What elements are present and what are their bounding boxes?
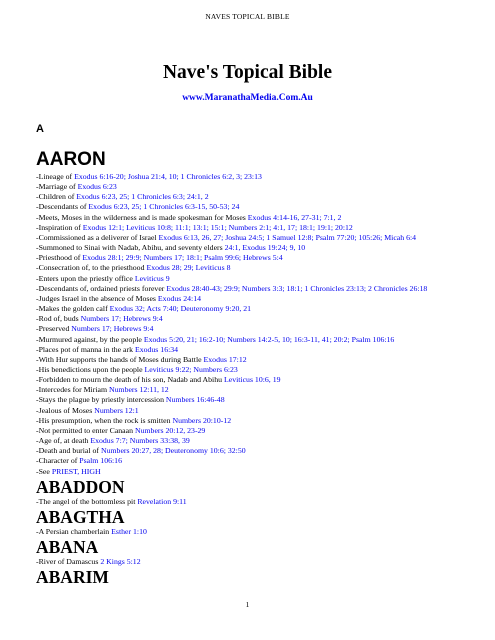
entry-line	[36, 527, 472, 537]
site-link[interactable]: www.MaranathaMedia.Com.Au	[182, 93, 313, 103]
entry-text: -Preserved	[36, 324, 72, 334]
entry-line	[36, 365, 472, 375]
scripture-reference-link[interactable]: Exodus 28:40-43; 29:9; Numbers 3:3; 18:1; 1 Chronicles 23:13; 2 Chronicles 26:18	[166, 283, 428, 293]
entry-heading: ABANA	[36, 537, 99, 557]
entry-text: -Summoned to Sinai with Nadab, Abihu, and seventy elders	[36, 243, 225, 253]
scripture-reference-link[interactable]: Exodus 6:23	[77, 182, 117, 192]
entry-line	[36, 202, 472, 212]
entry-line	[36, 446, 472, 456]
scripture-reference-link[interactable]: Numbers 20:27, 28; Deuteronomy 10:6; 32:50	[100, 446, 246, 456]
entry-line	[36, 355, 472, 365]
scripture-reference-link[interactable]: Exodus 17:12	[203, 354, 247, 364]
entry-line	[36, 294, 472, 304]
entry-text: -Children of	[36, 192, 77, 202]
entry-heading: ABADDON	[36, 476, 125, 497]
entry-text: -Forbidden to mourn the death of his son, Nadab and Abihu	[36, 375, 224, 385]
entry-text: -Lineage of	[36, 172, 75, 181]
entry-text: -Character of	[36, 456, 80, 466]
entry-text: -Descendants of, ordained priests forever	[36, 283, 167, 293]
scripture-reference-link[interactable]: Exodus 5:20, 21; 16:2-10; Numbers 14:2-5, 10; 16:3-11, 41; 20:2; Psalm 106:16	[143, 334, 395, 344]
running-header: NAVES TOPICAL BIBLE	[205, 12, 290, 21]
scripture-reference-link[interactable]: Numbers 16:46-48	[165, 395, 225, 405]
scripture-reference-link[interactable]: Exodus 28; 29; Leviticus 8	[146, 263, 231, 273]
scripture-reference-link[interactable]: Exodus 6:13, 26, 27; Joshua 24:5; 1 Samuel 12:8; Psalm 77:20; 105:26; Micah 6:4	[158, 232, 417, 242]
entry-text: -His presumption, when the rock is smitten	[36, 415, 173, 425]
entry-line	[36, 345, 472, 355]
entry-line	[36, 233, 472, 243]
entry-line	[36, 456, 472, 466]
scripture-reference-link[interactable]: Exodus 24:14	[157, 293, 202, 303]
entry-heading: AARON	[36, 149, 106, 170]
entries-list	[36, 148, 472, 587]
entry-line	[36, 304, 472, 314]
entry-text: -Death and burial of	[36, 446, 101, 456]
scripture-reference-link[interactable]: Exodus 4:14-16, 27-31; 7:1, 2	[247, 212, 342, 222]
scripture-reference-link[interactable]: Exodus 16:34	[134, 344, 179, 354]
entry-text: -Enters upon the priestly office	[36, 273, 135, 283]
entry-heading: ABARIM	[36, 567, 109, 588]
entry-line	[36, 284, 472, 294]
entry-text: -Marriage of	[36, 182, 78, 192]
scripture-reference-link[interactable]: Leviticus 10:6, 19	[223, 375, 281, 385]
scripture-reference-link[interactable]: Exodus 6:23, 25; 1 Chronicles 6:3; 24:1, 2	[76, 192, 209, 202]
scripture-reference-link[interactable]: Exodus 28:1; 29:9; Numbers 17; 18:1; Psalm 99:6; Hebrews 5:4	[82, 253, 283, 263]
page-number: 1	[245, 600, 250, 609]
entry-line	[36, 324, 472, 334]
scripture-reference-link[interactable]: Numbers 20:10-12	[172, 415, 232, 425]
scripture-reference-link[interactable]: Esther 1:10	[111, 526, 147, 536]
section-letter: A	[36, 123, 44, 135]
entry-heading: ABAGTHA	[36, 506, 125, 527]
entry-line	[36, 497, 472, 507]
scripture-reference-link[interactable]: Numbers 12:1	[94, 405, 139, 415]
entry-line	[36, 436, 472, 446]
entry-line	[36, 274, 472, 284]
entry-text: -Consecration of, to the priesthood	[36, 263, 147, 273]
entry-text: -Places pot of manna in the ark	[36, 344, 135, 354]
scripture-reference-link[interactable]: Numbers 20:12, 23-29	[134, 425, 206, 435]
entry-text: -Stays the plague by priestly intercession	[36, 395, 166, 405]
scripture-reference-link[interactable]: Revelation 9:11	[137, 496, 187, 506]
entry-text: -Descendants of	[36, 202, 89, 212]
entry-text: -Age of, at death	[36, 436, 91, 446]
entry-text: -Rod of, buds	[36, 314, 81, 324]
entry-text: -Intercedes for Miriam	[36, 385, 109, 395]
entry-line	[36, 192, 472, 202]
entry-text: -Makes the golden calf	[36, 304, 110, 314]
entry-text: -River of Damascus	[36, 557, 101, 566]
scripture-reference-link[interactable]: PRIEST, HIGH	[51, 466, 101, 476]
entry-text: -Meets, Moses in the wilderness and is made spokesman for Moses	[36, 212, 248, 222]
scripture-reference-link[interactable]: Numbers 17; Hebrews 9:4	[71, 324, 154, 334]
entry-line	[36, 406, 472, 416]
entry-text: -With Hur supports the hands of Moses during Battle	[36, 354, 204, 364]
scripture-reference-link[interactable]: Leviticus 9	[134, 273, 170, 283]
entry-line	[36, 467, 472, 477]
entry-line	[36, 213, 472, 223]
entry-line	[36, 314, 472, 324]
entry-line	[36, 426, 472, 436]
entry-line	[36, 223, 472, 233]
entry-line	[36, 335, 472, 345]
scripture-reference-link[interactable]: Psalm 106:16	[79, 456, 122, 466]
entry-text: -The angel of the bottomless pit	[36, 496, 138, 506]
entry-line	[36, 182, 472, 192]
scripture-reference-link[interactable]: 2 Kings 5:12	[100, 557, 141, 566]
scripture-reference-link[interactable]: Numbers 12:11, 12	[108, 385, 169, 395]
entry-text: -A Persian chamberlain	[36, 526, 112, 536]
entry-text: -Murmured against, by the people	[36, 334, 144, 344]
scripture-reference-link[interactable]: Exodus 32; Acts 7:40; Deuteronomy 9:20, 21	[109, 304, 252, 314]
scripture-reference-link[interactable]: Exodus 12:1; Leviticus 10:8; 11:1; 13:1; 15:1; Numbers 2:1; 4:1, 17; 18:1; 19:1; 20:12	[82, 222, 353, 232]
entry-line	[36, 416, 472, 426]
entry-text: -Inspiration of	[36, 222, 83, 232]
entry-line	[36, 253, 472, 263]
entry-line	[36, 395, 472, 405]
scripture-reference-link[interactable]: Exodus 6:16-20; Joshua 21:4, 10; 1 Chronicles 6:2, 3; 23:13	[74, 172, 262, 181]
entry-line	[36, 263, 472, 273]
entry-text: -Commissioned as a deliverer of Israel	[36, 232, 159, 242]
scripture-reference-link[interactable]: 24:1, Exodus 19:24; 9, 10	[224, 243, 306, 253]
scripture-reference-link[interactable]: Leviticus 9:22; Numbers 6:23	[144, 364, 238, 374]
entry-line	[36, 375, 472, 385]
entry-line	[36, 172, 472, 182]
entry-text: -Jealous of Moses	[36, 405, 95, 415]
scripture-reference-link[interactable]: Exodus 7:7; Numbers 33:38, 39	[90, 436, 190, 446]
page-title: Nave's Topical Bible	[162, 62, 333, 83]
entry-text: -Judges Israel in the absence of Moses	[36, 293, 158, 303]
entry-line	[36, 385, 472, 395]
entry-text: -Priesthood of	[36, 253, 83, 263]
scripture-reference-link[interactable]: Numbers 17; Hebrews 9:4	[80, 314, 163, 324]
scripture-reference-link[interactable]: Exodus 6:23, 25; 1 Chronicles 6:3-15, 50-53; 24	[88, 202, 240, 212]
entry-text: -His benedictions upon the people	[36, 364, 145, 374]
entry-text: -Not permitted to enter Canaan	[36, 425, 135, 435]
entry-line	[36, 557, 472, 567]
entry-text: -See	[36, 466, 52, 476]
entry-line	[36, 243, 472, 253]
